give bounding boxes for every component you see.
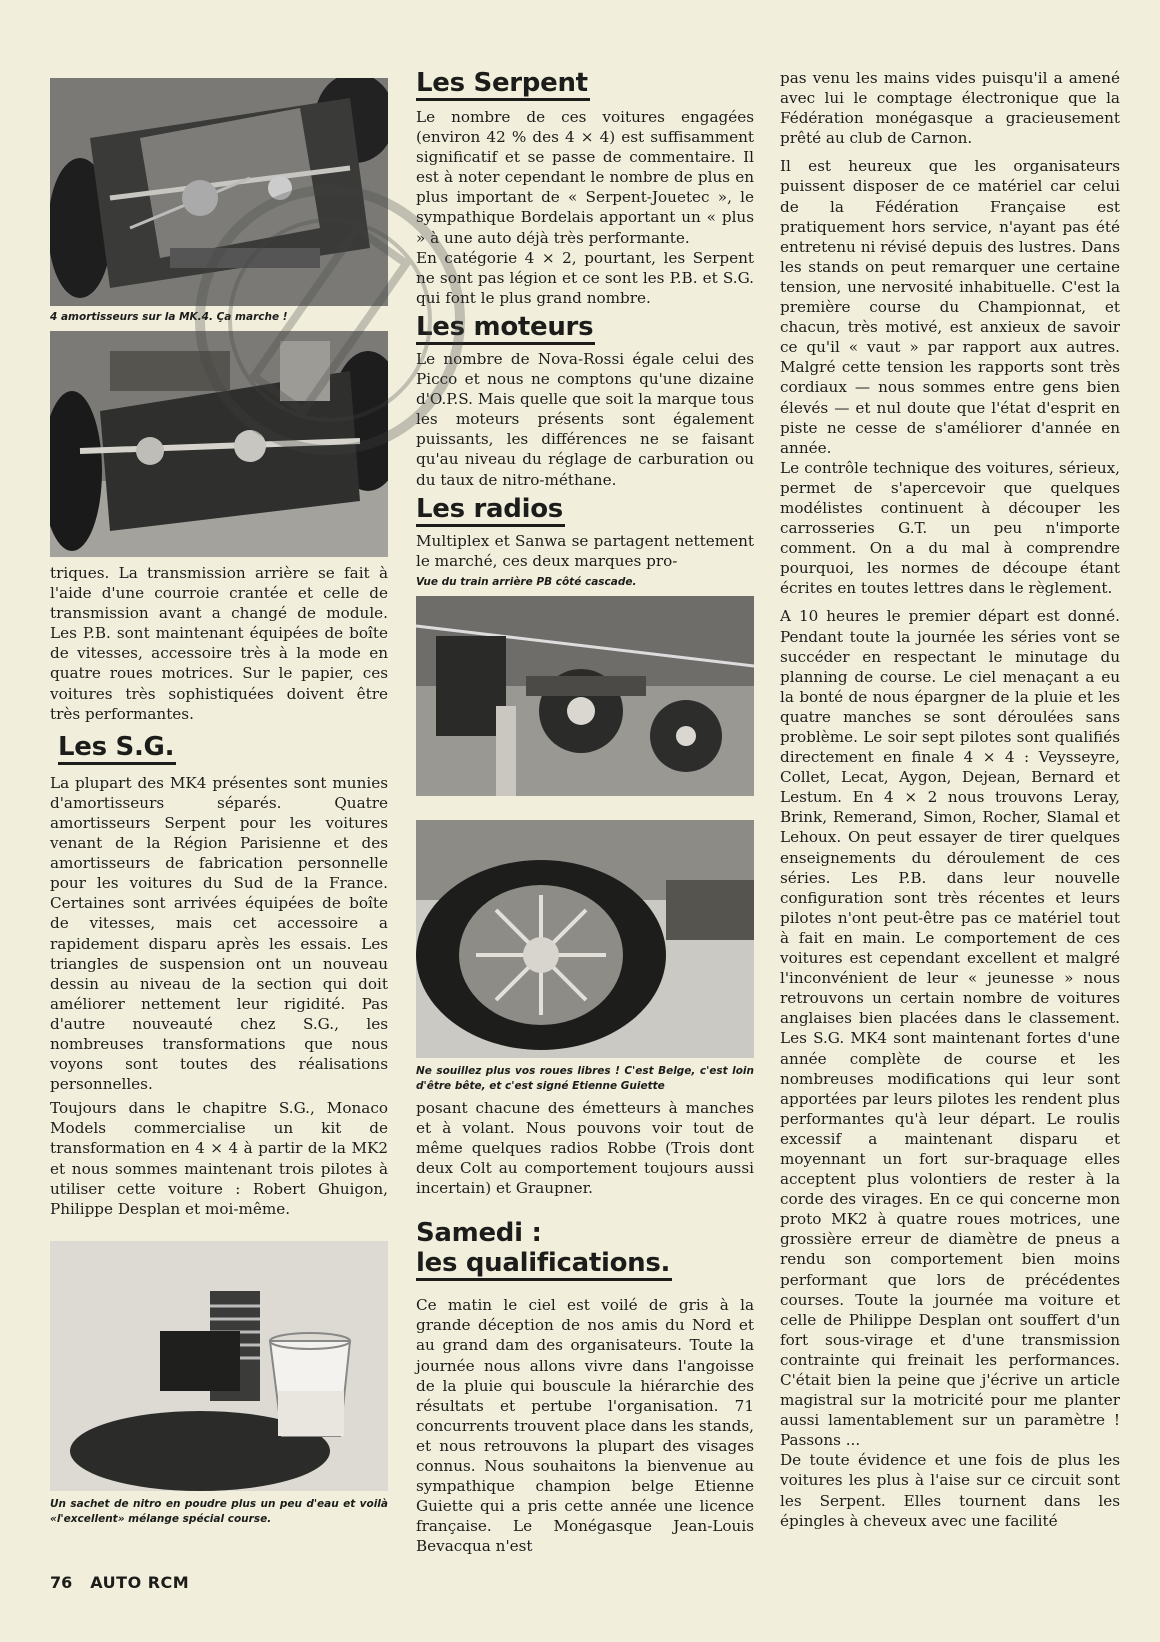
chassis-photo-2: [50, 331, 388, 557]
gearbox-photo: [416, 596, 754, 796]
paragraph: Le nombre de Nova-Rossi égale celui des Picco et nous ne comptons qu'une dizaine d'O.P.S. Mais quelle que soit la marque tous les moteurs présents sont également puissants, les différences ne se faisant qu'au niveau du réglage de carburation ou du taux de nitro-méthane.: [416, 349, 754, 489]
paragraph: Toujours dans le chapitre S.G., Monaco Models commercialise un kit de transformation en 4 × 4 à partir de la MK2 et nous sommes maintenant trois pilotes à utiliser cette voiture : Robert Ghuigon, Philippe Desplan et moi-même.: [50, 1099, 388, 1218]
paragraph: Il est heureux que les organisateurs puissent disposer de ce matériel car celui de la Fédération Française est pratiquement hors service, n'ayant pas été entretenu ni révisé depuis des lustres. Dans les stands on peut remarquer une certaine tension, une nervosité inhabituelle. C'est la première course du Championnat, et chacun, très motivé, est anxieux de savoir ce qu'il « vaut » par rapport aux autres. Malgré cette tension les rapports sont très cordiaux — nous sommes entre gens bien élevés — et nul doute que l'état d'esprit en piste ne cesse de s'améliorer d'année en année.: [780, 157, 1120, 457]
photo-caption: Vue du train arrière PB côté cascade.: [416, 575, 637, 588]
heading-les-serpent: Les Serpent: [416, 68, 590, 101]
column-3: [780, 68, 1120, 1535]
column-1: [50, 68, 388, 1527]
photo-caption: 4 amortisseurs sur la MK.4. Ça marche !: [50, 311, 288, 323]
paragraph: En catégorie 4 × 2, pourtant, les Serpent ne sont pas légion et ce sont les P.B. et S.G. qui font le plus grand nombre.: [416, 248, 754, 307]
photo-freewheel: [416, 820, 754, 1058]
photo-chassis-front: [50, 331, 388, 557]
heading-les-radios: Les radios: [416, 494, 565, 527]
engine-photo: [50, 1241, 388, 1491]
paragraph: posant chacune des émetteurs à manches et à volant. Nous pouvons voir tout de même quelques radios Robbe (Trois dont deux Colt au comportement toujours aussi incertain) et Graupner.: [416, 1098, 754, 1198]
paragraph: pas venu les mains vides puisqu'il a amené avec lui le comptage électronique que la Fédération monégasque a gracieusement prêté au club de Carnon.: [780, 69, 1120, 148]
photo-rear-train: [416, 596, 754, 796]
paragraph: triques. La transmission arrière se fait à l'aide d'une courroie crantée et celle de transmission avant a changé de module. Les P.B. sont maintenant équipées de boîte de vitesses, accessoire très à la mode en quatre roues motrices. Sur le papier, ces voitures très sophistiquées doivent être très performantes.: [50, 564, 388, 723]
heading-samedi-group: [416, 1218, 754, 1295]
paragraph: Le nombre de ces voitures engagées (environ 42 % des 4 × 4) est suffisamment significatif et se passe de commentaire. Il est à noter cependant le nombre de plus en plus important de « Serpent-Jouetec », le sympathique Bordelais apportant un « plus » à une auto déjà très performante.: [416, 108, 754, 247]
column-2: [416, 68, 754, 1560]
photo-nitro-engine: [50, 1241, 388, 1491]
paragraph: A 10 heures le premier départ est donné. Pendant toute la journée les séries vont se succéder en respectant le minutage du planning de course. Le ciel menaçant a eu la bonté de nous épargner de la pluie et les quatre manches se sont déroulées sans problème. Le soir sept pilotes sont qualifiés directement en finale 4 × 4 : Veysseyre, Collet, Lecat, Aygon, Dejean, Bernard et Lestum. En 4 × 2 nous trouvons Leray, Brink, Remerand, Simon, Rocher, Slamal et Lehoux. On peut essayer de tirer quelques enseignements du déroulement de ces séries. Les P.B. dans leur nouvelle configuration sont très récentes et leurs pilotes n'ont peut-être pas ce matériel tout à fait en main. Le comportement de ces voitures est cependant excellent et malgré l'inconvénient de leur « jeunesse » nous retrouvons un certain nombre de voitures anglaises bien placées dans le classement. Les S.G. MK4 sont maintenant fortes d'une année complète de course et les nombreuses modifications qui leur sont apportées par leurs pilotes les rendent plus performantes qu'à leur départ. Le roulis excessif a maintenant disparu et moyennant un fort sur-braquage elles acceptent plus volontiers de rester à la corde des virages. En ce qui concerne mon proto MK2 à quatre roues motrices, une grossière erreur de diamètre de pneus a rendu son comportement bien moins performant que lors de précédentes courses. Toute la journée ma voiture et celle de Philippe Desplan ont souffert d'un fort sous-virage et d'une transmission contrainte qui freinait les performances. C'était bien la peine que j'écrive un article magistral sur la motricité pour me planter aussi lamentablement sur un paramètre ! Passons ...: [780, 607, 1120, 1450]
paragraph: La plupart des MK4 présentes sont munies d'amortisseurs séparés. Quatre amortisseurs Serpent pour les voitures venant de la Région Parisienne et des amortisseurs de fabrication personnelle pour les voitures du Sud de la France. Certaines sont arrivées équipées de boîte de vitesses, mais cet accessoire a rapidement disparu après les essais. Les triangles de suspension ont un nouveau dessin au niveau de la section qui doit améliorer nettement leur rigidité. Pas d'autre nouveauté chez S.G., les nombreuses transformations que nous voyons sont toutes des réalisations personnelles.: [50, 773, 388, 1094]
heading-qualifications: les qualifications.: [416, 1248, 672, 1281]
heading-les-moteurs: Les moteurs: [416, 312, 595, 345]
paragraph: Multiplex et Sanwa se partagent nettement le marché, ces deux marques pro-: [416, 531, 754, 570]
heading-les-sg: Les S.G.: [58, 732, 176, 765]
paragraph: Ce matin le ciel est voilé de gris à la grande déception de nos amis du Nord et au grand dam des organisateurs. Toute la journée nous allons vivre dans l'angoisse de la pluie qui bouscule la hiérarchie des résultats et pertube l'organisation. 71 concurrents trouvent place dans les stands, et nous retrouvons la plupart des visages connus. Nous souhaitons la bienvenue au sympathique champion belge Etienne Guiette qui a pris cette année une licence française. Le Monégasque Jean-Louis Bevacqua n'est: [416, 1296, 754, 1556]
photo-mk4-shocks: [50, 78, 388, 306]
page-footer: [50, 1573, 189, 1592]
wheel-photo: [416, 820, 754, 1058]
photo-caption: Un sachet de nitro en poudre plus un peu d'eau et voilà «l'excellent» mélange spécial course.: [50, 1497, 388, 1525]
photo-caption: Ne souillez plus vos roues libres ! C'est Belge, c'est loin d'être bête, et c'est signé Etienne Guiette: [416, 1064, 754, 1092]
chassis-photo-1: [50, 78, 388, 306]
magazine-name: AUTO RCM: [90, 1573, 190, 1592]
paragraph: Le contrôle technique des voitures, sérieux, permet de s'apercevoir que quelques modélistes continuent à découper les carrosseries G.T. un peu n'importe comment. On a du mal à comprendre pourquoi, les normes de découpe étant écrites en toutes lettres dans le règlement.: [780, 458, 1120, 598]
page-number: 76: [50, 1573, 73, 1592]
paragraph: De toute évidence et une fois de plus les voitures les plus à l'aise sur ce circuit sont les Serpent. Elles tournent dans les épingles à cheveux avec une facilité: [780, 1451, 1120, 1530]
heading-samedi: Samedi :: [416, 1218, 542, 1249]
